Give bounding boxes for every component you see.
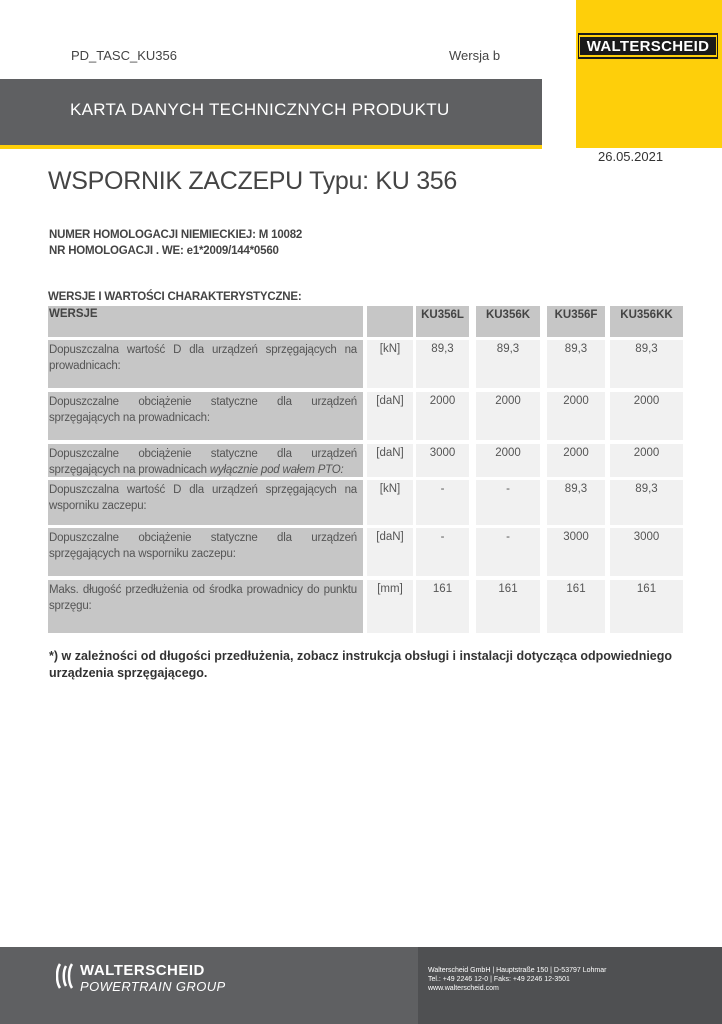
- table-cell-value: 2000: [476, 444, 540, 477]
- table-cell-value: 2000: [547, 392, 605, 440]
- footnote: *) w zależności od długości przedłużenia, zobacz instrukcja obsługi i instalacji dotycząca odpowiedniego urządzenia sprzęgającego.: [49, 649, 673, 680]
- table-cell-value: 2000: [610, 444, 683, 477]
- section-title: WERSJE I WARTOŚCI CHARAKTERYSTYCZNE:: [48, 291, 302, 303]
- table-cell-value: 161: [476, 580, 540, 633]
- table-cell-value: 161: [416, 580, 469, 633]
- column-header: KU356L: [416, 306, 469, 337]
- document-version: Wersja b: [449, 48, 501, 63]
- table-cell-value: 3000: [610, 528, 683, 576]
- table-header-label: WERSJE: [48, 306, 363, 337]
- footer-website-link[interactable]: www.walterscheid.com: [428, 985, 499, 992]
- table-row-unit: [kN]: [367, 340, 413, 388]
- table-row-description: Dopuszczalna wartość D dla urządzeń sprzęgających na wsporniku zaczepu:: [48, 480, 363, 525]
- table-cell-value: -: [476, 480, 540, 525]
- product-title: WSPORNIK ZACZEPU Typu: KU 356: [48, 167, 458, 195]
- table-cell-value: 89,3: [416, 340, 469, 388]
- table-cell-value: 89,3: [610, 340, 683, 388]
- table-cell-value: -: [476, 528, 540, 576]
- footer-brand-name: WALTERSCHEID: [80, 962, 205, 979]
- table-cell-value: 3000: [547, 528, 605, 576]
- walterscheid-emblem-icon: [56, 962, 76, 990]
- table-row-description: Dopuszczalne obciążenie statyczne dla urządzeń sprzęgających na prowadnicach wyłącznie pod wałem PTO:: [48, 444, 363, 477]
- table-row-unit: [daN]: [367, 444, 413, 477]
- page-title: KARTA DANYCH TECHNICZNYCH PRODUKTU: [70, 100, 450, 119]
- table-cell-value: -: [416, 528, 469, 576]
- table-cell-value: -: [416, 480, 469, 525]
- table-row-unit: [kN]: [367, 480, 413, 525]
- document-date: 26.05.2021: [598, 149, 664, 164]
- table-cell-value: 89,3: [476, 340, 540, 388]
- table-cell-value: 161: [610, 580, 683, 633]
- title-banner-accent: [0, 145, 542, 149]
- table-cell-value: 2000: [476, 392, 540, 440]
- table-row-unit: [mm]: [367, 580, 413, 633]
- document-code: PD_TASC_KU356: [71, 48, 177, 63]
- column-header: KU356F: [547, 306, 605, 337]
- walterscheid-logo: [578, 28, 718, 62]
- walterscheid-logo-text: WALTERSCHEID: [586, 38, 710, 55]
- table-cell-value: 2000: [416, 392, 469, 440]
- eu-homologation-number: NR HOMOLOGACJI . WE: e1*2009/144*0560: [49, 245, 279, 257]
- table-row-unit: [daN]: [367, 392, 413, 440]
- table-row-description: Dopuszczalne obciążenie statyczne dla urządzeń sprzęgających na wsporniku zaczepu:: [48, 528, 363, 576]
- column-header: KU356K: [476, 306, 540, 337]
- table-cell-value: 2000: [610, 392, 683, 440]
- column-header: KU356KK: [610, 306, 683, 337]
- table-row-description: Maks. długość przedłużenia od środka prowadnicy do punktu sprzęgu:: [48, 580, 363, 633]
- table-cell-value: 89,3: [610, 480, 683, 525]
- table-header-unit: [367, 306, 413, 337]
- table-cell-value: 3000: [416, 444, 469, 477]
- table-cell-value: 2000: [547, 444, 605, 477]
- table-cell-value: 161: [547, 580, 605, 633]
- german-homologation-number: NUMER HOMOLOGACJI NIEMIECKIEJ: M 10082: [49, 229, 303, 241]
- footer-brand-group: POWERTRAIN GROUP: [80, 979, 226, 994]
- table-row-unit: [daN]: [367, 528, 413, 576]
- footer-phone: Tel.: +49 2246 12-0 | Faks: +49 2246 12-3501: [428, 976, 570, 983]
- brand-logo-panel: [576, 0, 722, 148]
- footer-address: Walterscheid GmbH | Hauptstraße 150 | D-53797 Lohmar: [428, 967, 607, 974]
- table-row-description: Dopuszczalna wartość D dla urządzeń sprzęgających na prowadnicach:: [48, 340, 363, 388]
- table-cell-value: 89,3: [547, 340, 605, 388]
- table-cell-value: 89,3: [547, 480, 605, 525]
- table-row-description: Dopuszczalne obciążenie statyczne dla urządzeń sprzęgających na prowadnicach:: [48, 392, 363, 440]
